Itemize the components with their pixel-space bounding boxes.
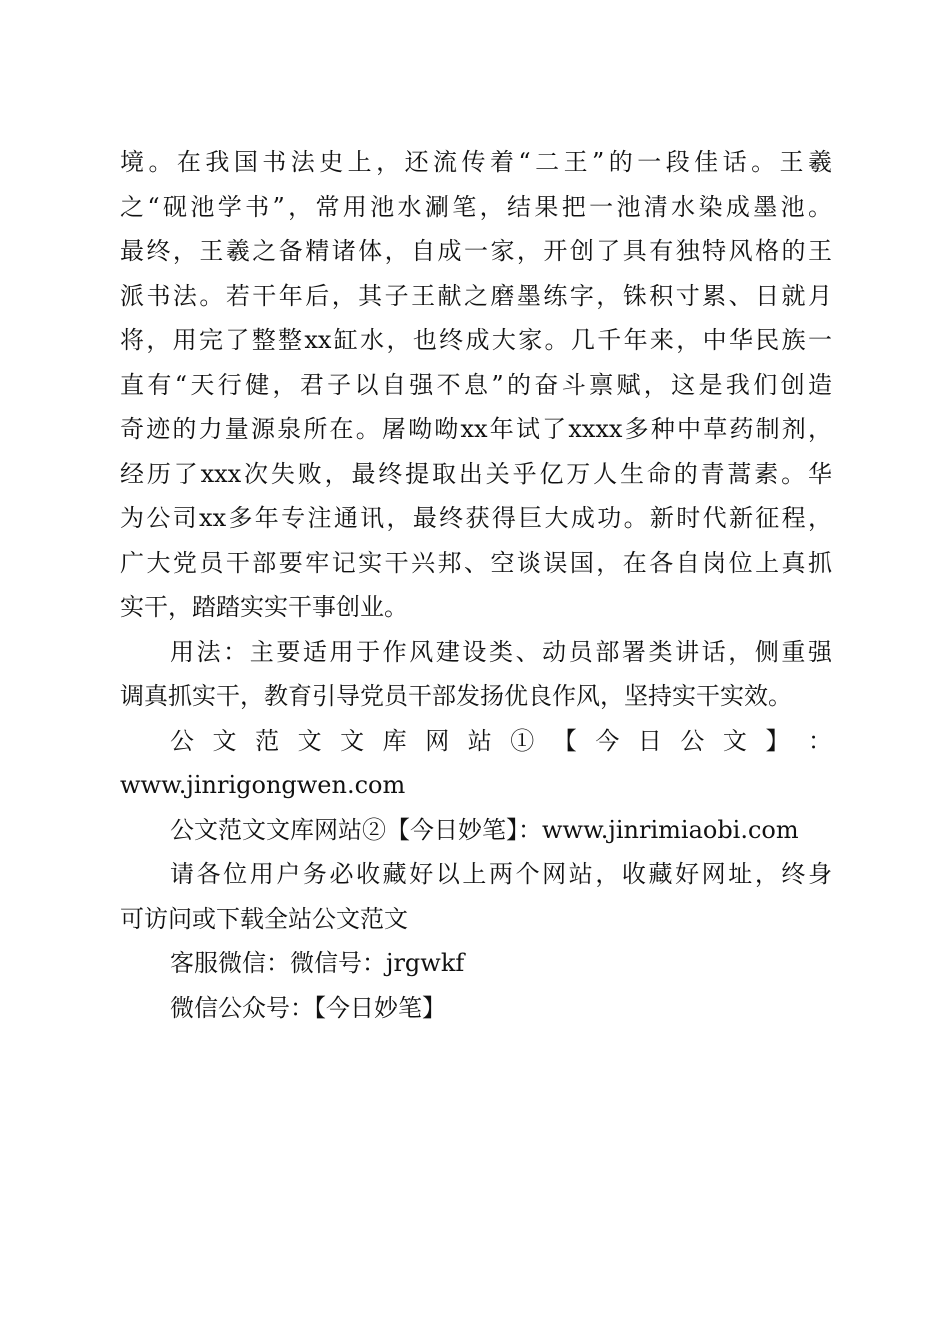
notice-line: 可访问或下载全站公文范文 [120, 904, 408, 933]
paragraph-line: 之“砚池学书”，常用池水涮笔，结果把一池清水染成墨池。 [120, 192, 832, 221]
site1-title: 公 文 范 文 文 库 网 站 ① 【 今 日 公 文 】 ： [170, 726, 832, 755]
site1-paragraph [120, 719, 832, 808]
body-paragraph [120, 140, 832, 630]
notice-paragraph [120, 852, 832, 941]
official-account: 微信公众号：【今日妙笔】 [170, 993, 446, 1022]
paragraph-line: 直有“天行健，君子以自强不息”的奋斗禀赋，这是我们创造 [120, 370, 832, 399]
paragraph-line: 经历了xxx次失败，最终提取出关乎亿万人生命的青蒿素。华 [120, 459, 832, 488]
paragraph-line: 最终，王羲之备精诸体，自成一家，开创了具有独特风格的王 [120, 237, 832, 265]
paragraph-line: 为公司xx多年专注通讯，最终获得巨大成功。新时代新征程， [120, 504, 832, 532]
paragraph-line: 境。在我国书法史上，还流传着“二王”的一段佳话。王羲 [120, 148, 832, 176]
site2-line[interactable]: 公文范文文库网站②【今日妙笔】：www.jinrimiaobi.com [170, 815, 799, 844]
usage-line: 调真抓实干，教育引导党员干部发扬优良作风，坚持实干实效。 [120, 682, 792, 710]
paragraph-line: 奇迹的力量源泉所在。屠呦呦xx年试了xxxx多种中草药制剂， [120, 415, 832, 443]
service-wechat: 客服微信：微信号：jrgwkf [170, 949, 465, 977]
usage-line: 用法：主要适用于作风建设类、动员部署类讲话，侧重强 [170, 637, 832, 666]
paragraph-line: 实干，踏踏实实干事创业。 [120, 593, 408, 621]
usage-paragraph [120, 630, 832, 719]
site1-url[interactable]: www.jinrigongwen.com [120, 771, 406, 799]
document-page [120, 140, 832, 1030]
paragraph-line: 派书法。若干年后，其子王献之磨墨练字，铢积寸累、日就月 [120, 281, 832, 310]
notice-line: 请各位用户务必收藏好以上两个网站，收藏好网址，终身 [170, 860, 832, 888]
paragraph-line: 广大党员干部要牢记实干兴邦、空谈误国，在各自岗位上真抓 [120, 548, 832, 577]
paragraph-line: 将，用完了整整xx缸水，也终成大家。几千年来，中华民族一 [120, 326, 832, 354]
